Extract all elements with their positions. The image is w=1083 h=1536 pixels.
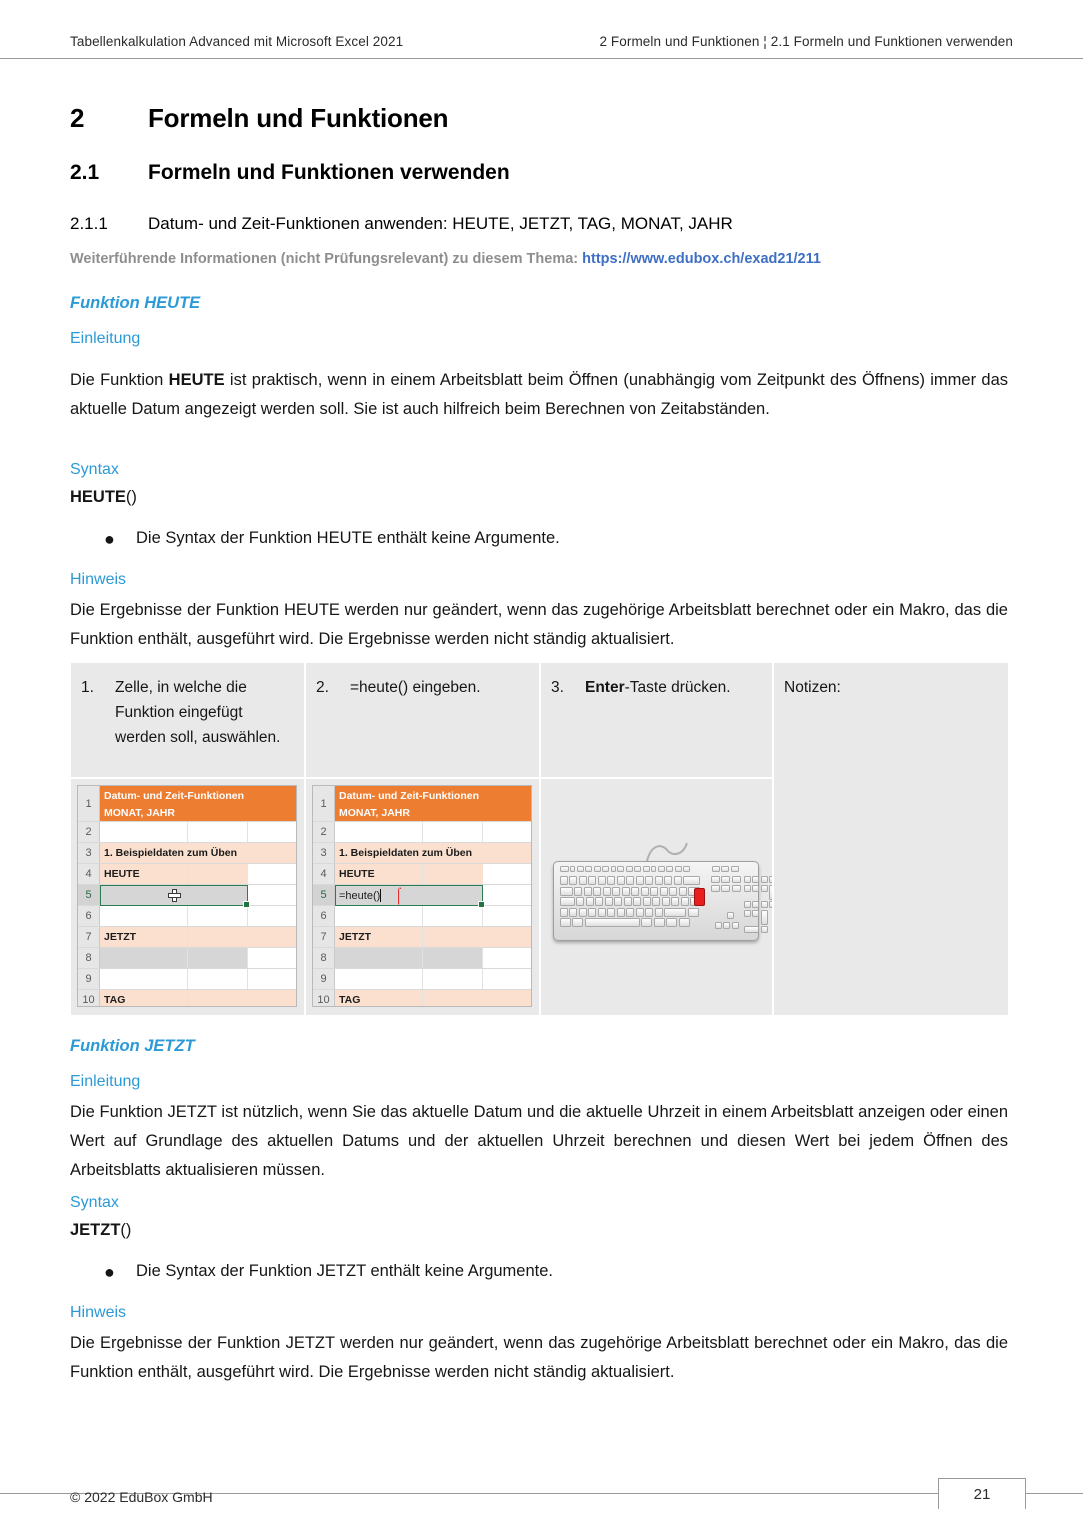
excel-cell-a6: [100, 906, 188, 926]
excel-cell-c7: [248, 927, 297, 947]
jetzt-syntax-parens: (): [120, 1221, 132, 1239]
excel2-cell-c7: [483, 927, 532, 947]
steps-table: [71, 663, 1008, 1015]
excel2-cell-b2: [423, 822, 483, 842]
excel-row-header-2: 2: [78, 822, 100, 842]
excel-cell-b9: [188, 969, 248, 989]
excel-row-9: [78, 969, 296, 990]
further-information-prefix: Weiterführende Informationen (nicht Prüfungsrelevant) zu diesem Thema:: [70, 251, 583, 267]
step-2-text: =heute() eingeben.: [350, 679, 481, 696]
excel-cell-c4: [248, 864, 297, 884]
excel-row-7: [78, 927, 296, 948]
excel-row-header-6: 6: [78, 906, 100, 926]
step-3-illustration-cell: [541, 779, 772, 1015]
excel-cell-b2: [188, 822, 248, 842]
excel2-cell-a8: [335, 948, 423, 968]
excel2-row-header-5: 5: [313, 885, 335, 905]
excel2-cell-a3: 1. Beispieldaten zum Üben: [335, 843, 532, 863]
excel2-cell-a10: TAG: [335, 990, 423, 1007]
excel2-row-header-7: 7: [313, 927, 335, 947]
heute-syntax-label: Syntax: [70, 461, 119, 478]
excel-cell-c2: [248, 822, 297, 842]
excel2-row-5: [313, 885, 531, 906]
excel2-row-9: [313, 969, 531, 990]
excel-cell-a3: 1. Beispieldaten zum Üben: [100, 843, 297, 863]
step-3-key-name: Enter: [585, 679, 625, 696]
excel-plus-cursor-icon: [168, 889, 181, 902]
excel-cell-b7: [188, 927, 248, 947]
step-1-screenshot-cell: [71, 779, 304, 1015]
excel2-cell-c4: [483, 864, 532, 884]
further-information-line: [70, 251, 1010, 267]
excel2-cell-b4: [423, 864, 483, 884]
excel-cell-a4: HEUTE: [100, 864, 188, 884]
header-divider-rule: [0, 58, 1083, 59]
excel2-cell-a4: HEUTE: [335, 864, 423, 884]
page-number: 21: [973, 1485, 991, 1503]
footer-copyright: © 2022 EduBox GmbH: [70, 1489, 213, 1505]
excel-row-header-1: 1: [78, 786, 100, 821]
heading-3: [70, 214, 1000, 234]
excel-row-2: [78, 822, 296, 843]
heute-einleitung-part-b: ist praktisch, wenn in einem Arbeitsblatt beim Öffnen (unabhängig vom Zeitpunkt des Öffnens) immer das aktuelle Datum angezeigt werden soll. Sie ist auch hilfreich beim Berechnen von Zeitabständen.: [70, 371, 1008, 418]
excel-row-3: [78, 843, 296, 864]
page-title-heading-1: [70, 103, 1000, 134]
heute-einleitung-part-a: Die Funktion: [70, 371, 169, 389]
excel-cell-a8: [100, 948, 188, 968]
excel-row-4: [78, 864, 296, 885]
excel2-cell-b6: [423, 906, 483, 926]
excel-row-8: [78, 948, 296, 969]
excel-row-5: [78, 885, 296, 906]
excel-title-line-1: Datum- und Zeit-Funktionen: [104, 790, 244, 802]
running-header: [0, 34, 1083, 68]
keyboard-illustration: [551, 845, 763, 949]
excel-cell-c9: [248, 969, 297, 989]
step-2-screenshot-cell: [306, 779, 539, 1015]
heute-syntax-code: [70, 488, 137, 507]
excel-row-header-5: 5: [78, 885, 100, 905]
jetzt-hinweis-label: Hinweis: [70, 1304, 127, 1321]
excel2-cell-a2: [335, 822, 423, 842]
steps-column-3: [541, 663, 772, 1015]
section-title-funktion-jetzt: Funktion JETZT: [70, 1037, 195, 1055]
excel2-cell-c2: [483, 822, 532, 842]
heute-einleitung-label: Einleitung: [70, 330, 141, 347]
jetzt-syntax-code: [70, 1221, 131, 1240]
heute-hinweis-paragraph: Die Ergebnisse der Funktion HEUTE werden nur geändert, wenn das zugehörige Arbeitsblatt berechnet oder ein Makro, das die Funktion enthält, ausgeführt wird. Die Ergebnisse werden nicht ständig aktualisiert.: [70, 601, 1008, 648]
step-3-text: [585, 675, 762, 700]
step-1-instruction-cell: [71, 663, 304, 777]
excel-row-header-10: 10: [78, 990, 100, 1007]
text-caret: [380, 889, 381, 902]
excel2-cell-b7: [423, 927, 483, 947]
heading-3-text: Datum- und Zeit-Funktionen anwenden: HEUTE, JETZT, TAG, MONAT, JAHR: [148, 214, 733, 233]
excel2-row-header-8: 8: [313, 948, 335, 968]
excel2-cell-a7: JETZT: [335, 927, 423, 947]
page-number-box: [938, 1478, 1026, 1509]
excel-cell-c10: [248, 990, 297, 1007]
keyboard-body: [553, 861, 759, 941]
bullet-dot-icon-2: ●: [104, 1262, 115, 1282]
heading-3-number: 2.1.1: [70, 214, 108, 233]
heading-1-text: Formeln und Funktionen: [148, 103, 449, 133]
excel2-row-1: [313, 786, 531, 822]
keyboard-cable-icon: [645, 841, 693, 863]
heading-2: [70, 161, 1000, 185]
excel-row-header-3: 3: [78, 843, 100, 863]
excel-selected-cell-highlight[interactable]: [100, 885, 248, 906]
steps-column-2: [306, 663, 539, 1015]
excel-row-header-4: 4: [78, 864, 100, 884]
jetzt-syntax-bullet-text: Die Syntax der Funktion JETZT enthält keine Argumente.: [136, 1262, 553, 1280]
jetzt-syntax-bullet-item: [104, 1262, 1004, 1281]
excel-cell-b4: [188, 864, 248, 884]
notes-label: Notizen:: [784, 679, 841, 696]
excel2-row-7: [313, 927, 531, 948]
excel2-cell-c10: [483, 990, 532, 1007]
jetzt-einleitung-label: Einleitung: [70, 1073, 141, 1090]
excel-cell-a10: TAG: [100, 990, 188, 1007]
header-right-breadcrumb: 2 Formeln und Funktionen ¦ 2.1 Formeln und Funktionen verwenden: [599, 34, 1013, 49]
step-1-number: 1.: [81, 679, 94, 696]
header-left-title: Tabellenkalkulation Advanced mit Microsoft Excel 2021: [70, 34, 404, 49]
heading-2-number: 2.1: [70, 161, 100, 184]
excel-fill-handle[interactable]: [243, 901, 250, 908]
excel-screenshot-after: [312, 785, 532, 1007]
excel-screenshot-before: [77, 785, 297, 1007]
excel-cell-c5: [248, 885, 297, 905]
heute-syntax-bullet-text: Die Syntax der Funktion HEUTE enthält keine Argumente.: [136, 529, 560, 547]
excel2-cell-c5: [483, 885, 532, 905]
excel-cell-a7: JETZT: [100, 927, 188, 947]
excel2-row-10: [313, 990, 531, 1007]
excel2-row-header-10: 10: [313, 990, 335, 1007]
excel-cell-b10: [188, 990, 248, 1007]
i-beam-cursor-icon: ⌠: [394, 888, 404, 904]
excel2-row-header-2: 2: [313, 822, 335, 842]
excel2-cell-c9: [483, 969, 532, 989]
excel-cell-a9: [100, 969, 188, 989]
excel2-row-header-4: 4: [313, 864, 335, 884]
step-2-number: 2.: [316, 679, 329, 696]
heute-syntax-parens: (): [125, 488, 137, 506]
excel-row-header-9: 9: [78, 969, 100, 989]
excel-row-6: [78, 906, 296, 927]
excel2-title-cell: [335, 786, 532, 821]
jetzt-syntax-label: Syntax: [70, 1194, 119, 1211]
excel2-cell-b8: [423, 948, 483, 968]
heute-einleitung-paragraph: [70, 366, 1008, 424]
excel2-row-header-3: 3: [313, 843, 335, 863]
jetzt-syntax-function-name: JETZT: [70, 1221, 121, 1239]
bullet-dot-icon: ●: [104, 529, 115, 549]
excel-editing-cell-highlight[interactable]: [335, 885, 483, 906]
heading-2-text: Formeln und Funktionen verwenden: [148, 161, 510, 184]
notes-cell[interactable]: [774, 663, 1008, 1015]
excel2-cell-c6: [483, 906, 532, 926]
jetzt-einleitung-paragraph: Die Funktion JETZT ist nützlich, wenn Sie das aktuelle Datum und die aktuelle Uhrzeit in einem Arbeitsblatt anzeigen oder einen Wert auf Grundlage des aktuellen Datums und der aktuellen Uhrzeit berechnen und diesen Wert bei jedem Öffnen des Arbeitsblatts aktualisieren müssen.: [70, 1103, 1008, 1179]
heute-syntax-bullet-item: [104, 529, 1004, 548]
steps-column-1: [71, 663, 304, 1015]
excel2-title-line-1: Datum- und Zeit-Funktionen: [339, 790, 479, 802]
excel-row-1: [78, 786, 296, 822]
heading-1-number: 2: [70, 103, 85, 133]
heute-syntax-function-name: HEUTE: [70, 488, 126, 506]
excel2-cell-a9: [335, 969, 423, 989]
steps-column-4: [774, 663, 1008, 1015]
excel2-cell-a6: [335, 906, 423, 926]
excel2-title-line-2: MONAT, JAHR: [339, 807, 410, 819]
excel2-row-2: [313, 822, 531, 843]
excel-row-10: [78, 990, 296, 1007]
excel-cell-b6: [188, 906, 248, 926]
heute-einleitung-bold-term: HEUTE: [168, 371, 225, 389]
excel-cell-c6: [248, 906, 297, 926]
jetzt-hinweis-paragraph: Die Ergebnisse der Funktion JETZT werden nur geändert, wenn das zugehörige Arbeitsblatt berechnet oder ein Makro, das die Funktion enthält, ausgeführt wird. Die Ergebnisse werden nicht ständig aktualisiert.: [70, 1334, 1008, 1381]
excel2-row-3: [313, 843, 531, 864]
excel-title-line-2: MONAT, JAHR: [104, 807, 175, 819]
excel2-row-header-1: 1: [313, 786, 335, 821]
excel-cell-c8: [248, 948, 297, 968]
excel2-row-header-6: 6: [313, 906, 335, 926]
step-1-text: Zelle, in welche die Funktion eingefügt werden soll, auswählen.: [115, 679, 281, 746]
excel2-fill-handle[interactable]: [478, 901, 485, 908]
excel-title-cell: [100, 786, 297, 821]
excel2-cell-c8: [483, 948, 532, 968]
excel2-row-6: [313, 906, 531, 927]
excel2-row-8: [313, 948, 531, 969]
step-3-instruction-cell: [541, 663, 772, 777]
step-2-instruction-cell: [306, 663, 539, 777]
excel2-cell-b9: [423, 969, 483, 989]
section-title-funktion-heute: Funktion HEUTE: [70, 294, 201, 312]
excel-row-header-8: 8: [78, 948, 100, 968]
step-3-rest: -Taste drücken.: [624, 679, 731, 696]
excel2-row-4: [313, 864, 531, 885]
enter-key-highlight: [694, 888, 705, 906]
excel-cell-b8: [188, 948, 248, 968]
excel-formula-text: =heute(): [339, 889, 381, 902]
step-3-number: 3.: [551, 679, 564, 696]
heute-hinweis-label: Hinweis: [70, 571, 127, 588]
excel2-row-header-9: 9: [313, 969, 335, 989]
excel-row-header-7: 7: [78, 927, 100, 947]
edubox-link[interactable]: https://www.edubox.ch/exad21/211: [582, 251, 821, 267]
excel2-cell-b10: [423, 990, 483, 1007]
excel-cell-a2: [100, 822, 188, 842]
